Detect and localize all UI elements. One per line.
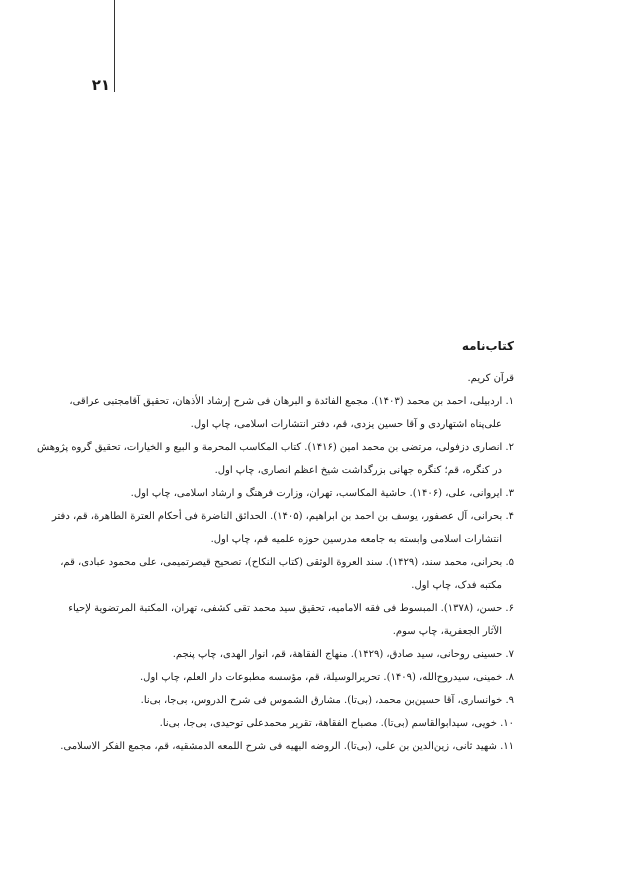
entry-line-continued: در کنگره، قم؛ کنگره جهانی بزرگداشت شیخ اعظم انصاری، چاپ اول. [214, 465, 502, 476]
bibliography-entry [108, 643, 514, 666]
entry-line: ۱۱. شهید ثانی، زین‌الدین بن علی، (بی‌تا). الروضه البهیه فی شرح اللمعه الدمشقیه، قم، مجمع الفکر الاسلامی. [60, 741, 514, 752]
entry-line-continued: الآثار الجعفریة، چاپ سوم. [392, 626, 502, 637]
entry-line: ۱۰. خویی، سیدابوالقاسم (بی‌تا). مصباح الفقاهة، تقریر محمدعلی توحیدی، بی‌جا، بی‌نا. [159, 718, 514, 729]
entry-line: ۳. ایروانی، علی، (۱۴۰۶). حاشیة المکاسب، تهران، وزارت فرهنگ و ارشاد اسلامی، چاپ اول. [130, 488, 514, 499]
bibliography-entry [69, 390, 514, 436]
bibliography-entry [36, 436, 514, 482]
entry-line-continued: انتشارات اسلامی وابسته به جامعه مدرسین حوزه علمیه قم، چاپ اول. [210, 534, 502, 545]
entry-line-continued: مکتبه فدک، چاپ اول. [411, 580, 502, 591]
entry-line: ۶. حسن، (۱۳۷۸). المبسوط فی فقه الامامیه، تحقیق سید محمد تقی کشفی، تهران، المکتبة المرتضویة لإحیاء [68, 603, 514, 614]
bibliography-heading: کتاب‌نامه [461, 339, 514, 353]
bibliography-entry [108, 712, 514, 735]
bibliography-entry [68, 597, 514, 643]
bibliography-entry [60, 551, 514, 597]
bibliography-entry [108, 367, 514, 390]
entry-line: قرآن کریم. [467, 373, 514, 384]
bibliography-entry [108, 482, 514, 505]
bibliography-entry [108, 666, 514, 689]
bibliography-entry [60, 735, 514, 758]
bibliography-entry [108, 689, 514, 712]
page-number: ۲۱ [91, 76, 110, 94]
entry-line: ۸. خمینی، سیدروح‌الله، (۱۴۰۹). تحریرالوسیلة، قم، مؤسسه مطبوعات دار العلم، چاپ اول. [140, 672, 514, 683]
entry-line: ۴. بحرانی، آل عصفور، یوسف بن احمد بن ابراهیم، (۱۴۰۵). الحدائق الناضرة فی أحکام العترة الطاهرة، قم، دفتر [52, 511, 514, 522]
bibliography-section [36, 337, 514, 758]
entry-line: ۹. خوانساری، آقا حسین‌بن محمد، (بی‌تا). مشارق الشموس فی شرح الدروس، بی‌جا، بی‌نا. [140, 695, 514, 706]
entry-line: ۷. حسینی روحانی، سید صادق، (۱۴۲۹). منهاج الفقاهة، قم، انوار الهدی، چاپ پنجم. [172, 649, 514, 660]
entry-line: ۲. انصاری دزفولی، مرتضی بن محمد امین (۱۴۱۶). کتاب المکاسب المحرمة و البیع و الخیارات، تحقیق گروه پژوهش [36, 442, 514, 453]
entry-line: ۵. بحرانی، محمد سند، (۱۴۲۹). سند العروة الوثقی (کتاب النکاح)، تصحیح قیصرتمیمی، علی محمود عبادی، قم، [60, 557, 514, 568]
entry-line: ۱. اردبیلی، احمد بن محمد (۱۴۰۳). مجمع الفائدة و البرهان فی شرح إرشاد الأذهان، تحقیق آقامجتبی عراقی، [69, 396, 514, 407]
header-rule [114, 0, 115, 92]
entry-line-continued: علی‌پناه اشتهاردی و آقا حسین یزدی، قم، دفتر انتشارات اسلامی، چاپ اول. [190, 419, 502, 430]
bibliography-entry [52, 505, 514, 551]
